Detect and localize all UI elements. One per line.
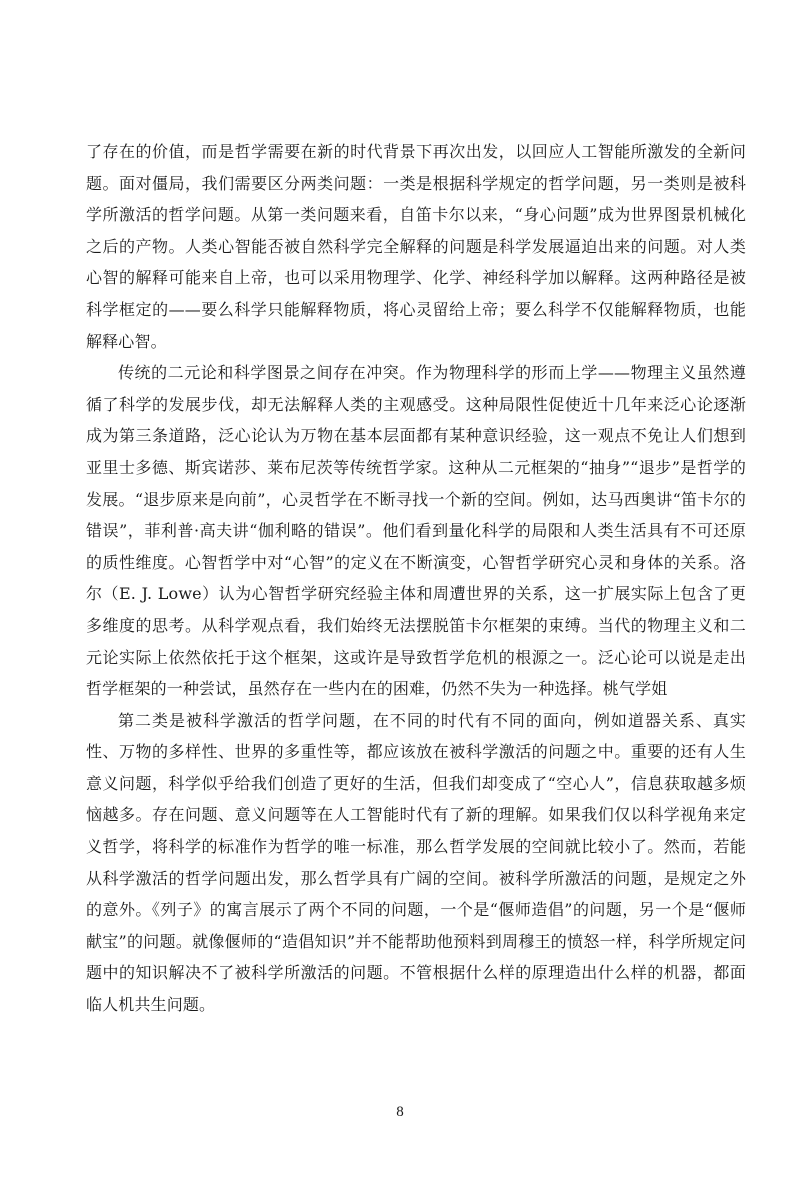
paragraph-dualism: 传统的二元论和科学图景之间存在冲突。作为物理科学的形而上学——物理主义虽然遵循了科学的发展步伐，却无法解释人类的主观感受。这种局限性促使近十几年来泛心论逐渐成为第三条道路，泛心论认为万物在基本层面都有某种意识经验，这一观点不免让人们想到亚里士多德、斯宾诺莎、莱布尼茨等传统哲学家。这种从二元框架的“抽身”“退步”是哲学的发展。“退步原来是向前”，心灵哲学在不断寻找一个新的空间。例如，达马西奥讲“笛卡尔的错误”，菲利普·高夫讲“伽利略的错误”。他们看到量化科学的局限和人类生活具有不可还原的质性维度。心智哲学中对“心智”的定义在不断演变，心智哲学研究心灵和身体的关系。洛尔（E. J. Lowe）认为心智哲学研究经验主体和周遭世界的关系，这一扩展实际上包含了更多维度的思考。从科学观点看，我们始终无法摆脱笛卡尔框架的束缚。当代的物理主义和二元论实际上依然依托于这个框架，这或许是导致哲学危机的根源之一。泛心论可以说是走出哲学框架的一种尝试，虽然存在一些内在的困难，仍然不失为一种选择。桃气学姐 bbox=[86, 363, 746, 699]
paragraph-activated-questions: 第二类是被科学激活的哲学问题，在不同的时代有不同的面向，例如道器关系、真实性、万物的多样性、世界的多重性等，都应该放在被科学激活的问题之中。重要的还有人生意义问题，科学似乎给我们创造了更好的生活，但我们却变成了“空心人”，信息获取越多烦恼越多。存在问题、意义问题等在人工智能时代有了新的理解。如果我们仅以科学视角来定义哲学，将科学的标准作为哲学的唯一标准，那么哲学发展的空间就比较小了。然而，若能从科学激活的哲学问题出发，那么哲学具有广阔的空间。被科学所激活的问题，是规定之外的意外。《列子》的寓言展示了两个不同的问题，一个是“偃师造倡”的问题，另一个是“偃师献宝”的问题。就像偃师的“造倡知识”并不能帮助他预料到周穆王的愤怒一样，科学所规定问题中的知识解决不了被科学所激活的问题。不管根据什么样的原理造出什么样的机器，都面临人机共生问题。 bbox=[86, 710, 746, 1015]
paragraph-continuation: 了存在的价值，而是哲学需要在新的时代背景下再次出发，以回应人工智能所激发的全新问题。面对僵局，我们需要区分两类问题：一类是根据科学规定的哲学问题，另一类则是被科学所激活的哲学问题。从第一类问题来看，自笛卡尔以来，“身心问题”成为世界图景机械化之后的产物。人类心智能否被自然科学完全解释的问题是科学发展逼迫出来的问题。对人类心智的解释可能来自上帝，也可以采用物理学、化学、神经科学加以解释。这两种路径是被科学框定的——要么科学只能解释物质，将心灵留给上帝；要么科学不仅能解释物质，也能解释心智。 bbox=[86, 142, 746, 351]
body-text bbox=[86, 136, 746, 1021]
page-number: 8 bbox=[396, 1104, 404, 1120]
